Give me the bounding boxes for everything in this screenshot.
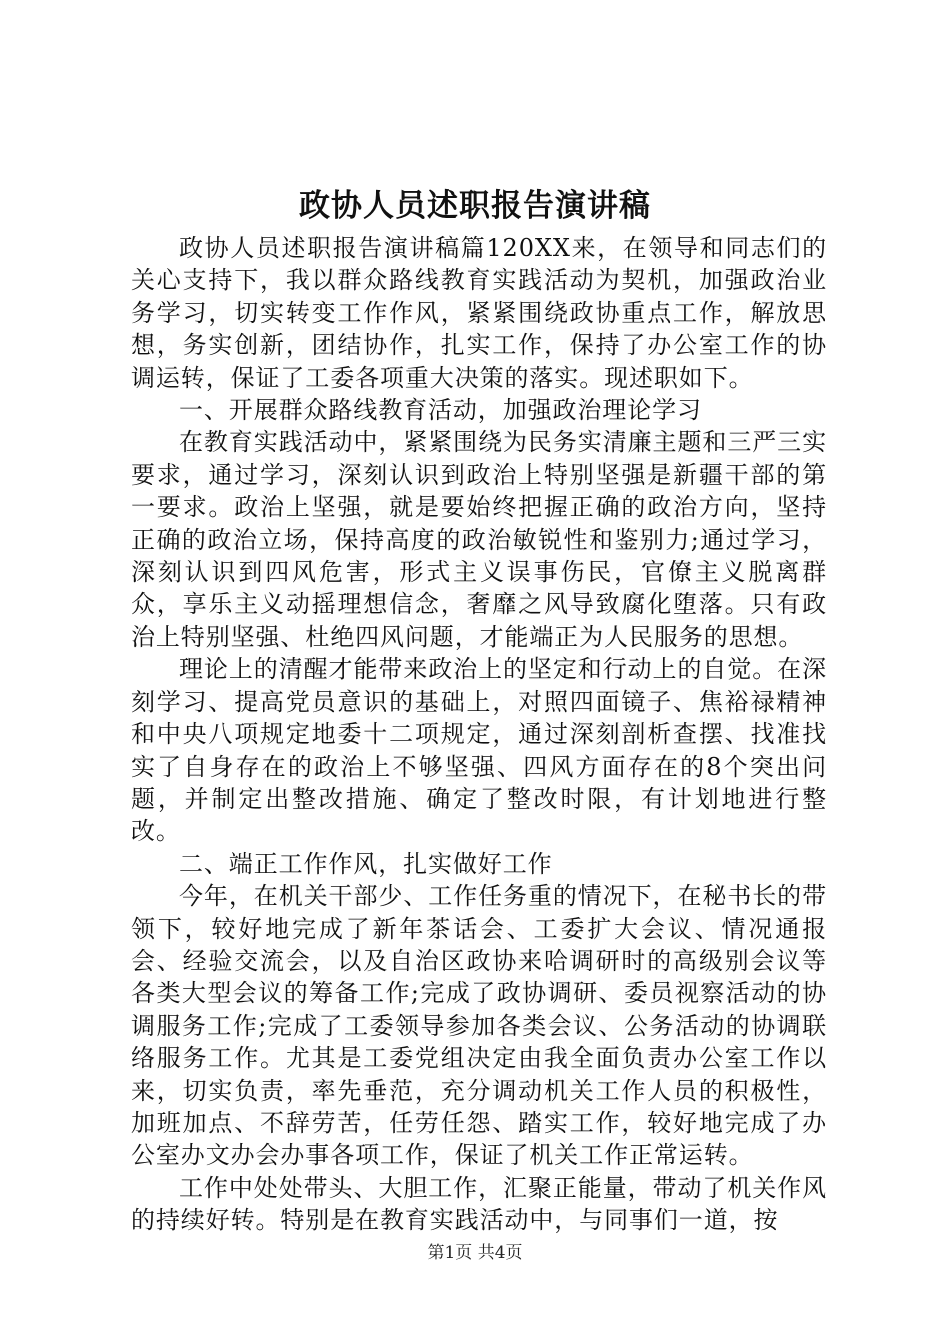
paragraph-work: 今年，在机关干部少、工作任务重的情况下，在秘书长的带领下，较好地完成了新年茶话会、工委扩大会议、情况通报会、经验交流会，以及自治区政协来哈调研时的高级别会议等各类大型会议的筹备工作;完成了政协调研、委员视察活动的协调服务工作;完成了工委领导参加各类会议、公务活动的协调联络服务工作。尤其是工委党组决定由我全面负责办公室工作以来，切实负责，率先垂范，充分调动机关工作人员的积极性，加班加点、不辞劳苦，任劳任怨、踏实工作，较好地完成了办公室办文办会办事各项工作，保证了机关工作正常运转。 (131, 882, 827, 1170)
paragraph-education: 在教育实践活动中，紧紧围绕为民务实清廉主题和三严三实要求，通过学习，深刻认识到政治上特别坚强是新疆干部的第一要求。政治上坚强，就是要始终把握正确的政治方向，坚持正确的政治立场，保持高度的政治敏锐性和鉴别力;通过学习，深刻认识到四风危害，形式主义误事伤民，官僚主义脱离群众，享乐主义动摇理想信念，奢靡之风导致腐化堕落。只有政治上特别坚强、杜绝四风问题，才能端正为人民服务的思想。 (131, 428, 827, 651)
document-body (131, 232, 827, 1237)
paragraph-theory: 理论上的清醒才能带来政治上的坚定和行动上的自觉。在深刻学习、提高党员意识的基础上，对照四面镜子、焦裕禄精神和中央八项规定地委十二项规定，通过深刻剖析查摆、找准找实了自身存在的政治上不够坚强、四风方面存在的8个突出问题，并制定出整改措施、确定了整改时限，有计划地进行整改。 (131, 655, 827, 846)
paragraph-intro: 政协人员述职报告演讲稿篇120XX来，在领导和同志们的关心支持下，我以群众路线教育实践活动为契机，加强政治业务学习，切实转变工作作风，紧紧围绕政协重点工作，解放思想，务实创新，团结协作，扎实工作，保持了办公室工作的协调运转，保证了工委各项重大决策的落实。现述职如下。 (131, 234, 827, 392)
section-heading-2: 二、端正工作作风，扎实做好工作 (179, 849, 553, 878)
section-heading-1: 一、开展群众路线教育活动，加强政治理论学习 (179, 396, 702, 425)
document-title: 政协人员述职报告演讲稿 (299, 188, 651, 224)
paragraph-lead: 工作中处处带头、大胆工作，汇聚正能量，带动了机关作风的持续好转。特别是在教育实践活动中，与同事们一道，按 (131, 1173, 827, 1235)
page-number: 第1页 共4页 (427, 1243, 523, 1263)
